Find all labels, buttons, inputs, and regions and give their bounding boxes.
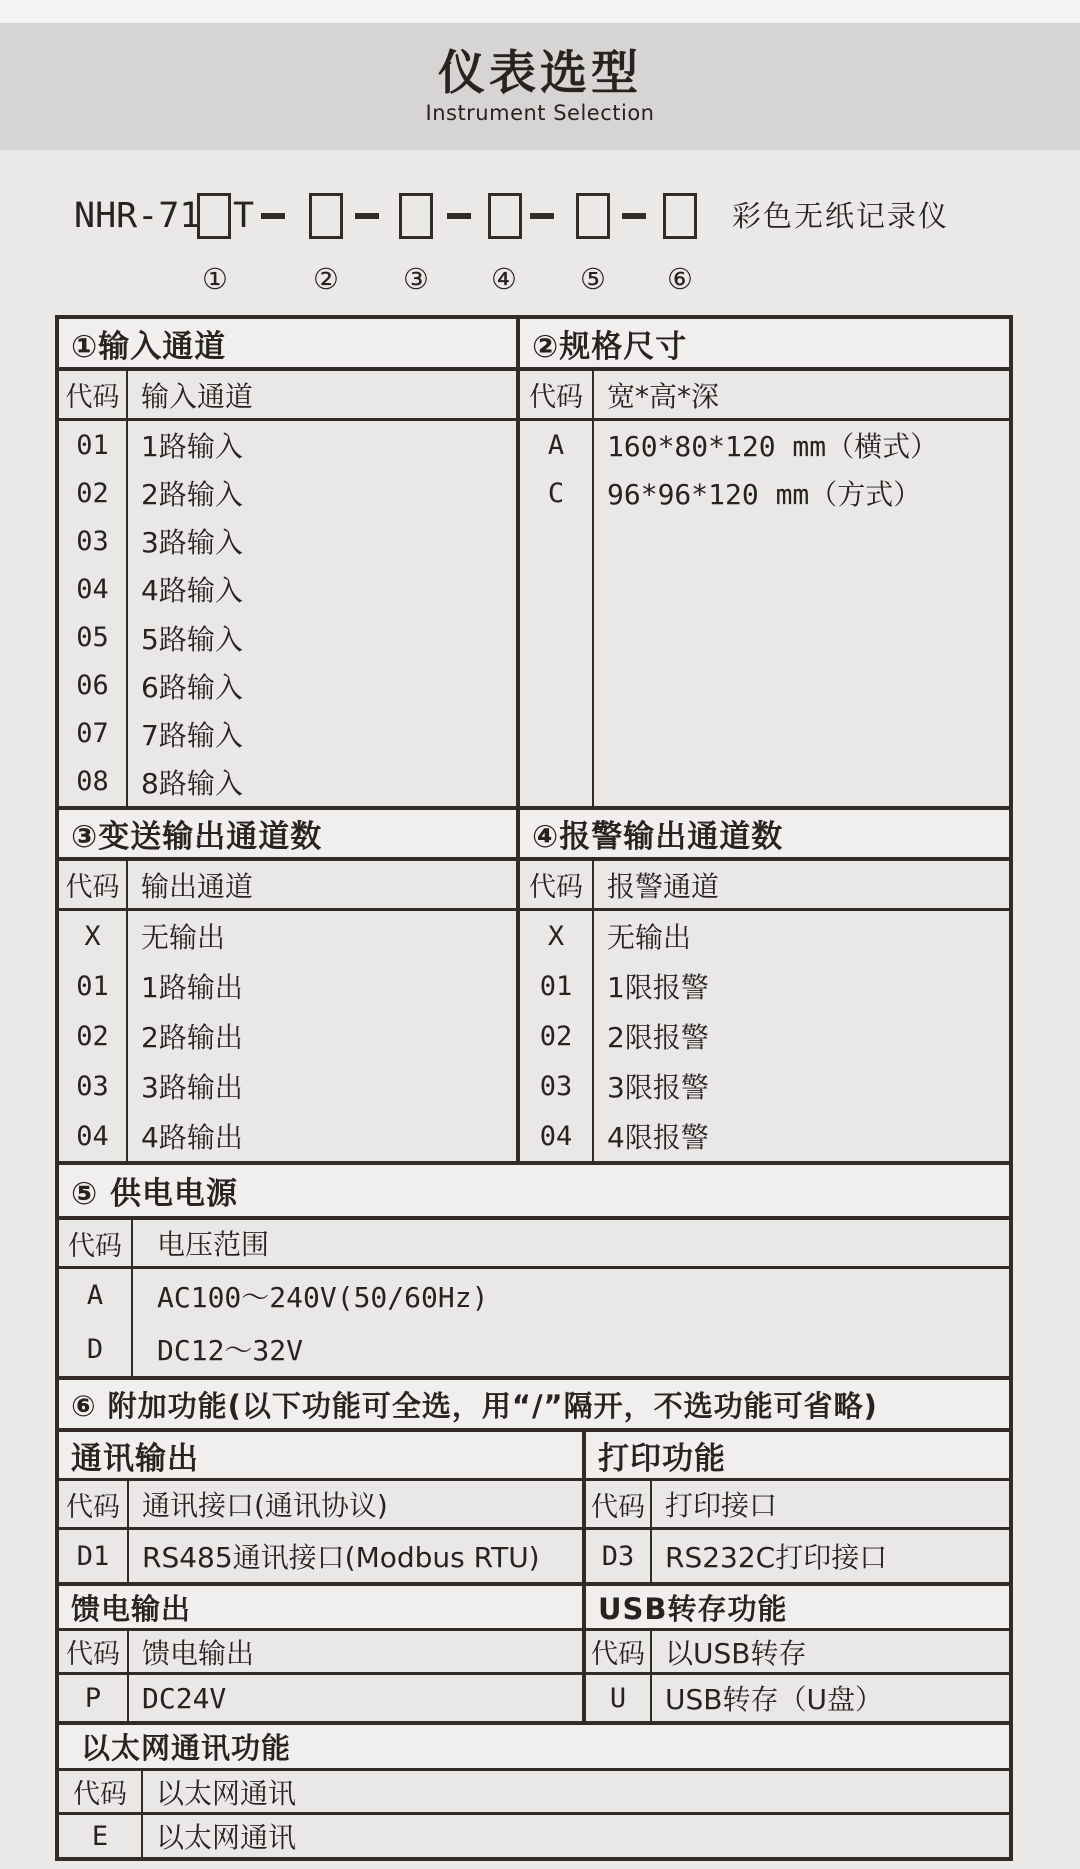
position-label-6: ⑥ (667, 262, 693, 296)
code-header: 代码 (586, 1481, 652, 1527)
value-cell: 5路输入 (141, 622, 243, 656)
value-cell: RS232C打印接口 (665, 1541, 888, 1574)
code-cell: E (59, 1815, 143, 1857)
section-3-4-header-row (59, 810, 1009, 861)
section-5-title: ⑤ 供电电源 (59, 1165, 1009, 1216)
feed-usb-value-row (59, 1675, 1009, 1725)
code-header: 代码 (59, 371, 128, 418)
code-cell: 01 (76, 970, 109, 1002)
value-cell: 无输出 (607, 921, 692, 954)
value-header: 打印接口 (665, 1489, 778, 1522)
value-cell: 1路输入 (141, 430, 243, 464)
code-cell: 03 (539, 1070, 573, 1102)
value-header: 电压范围 (157, 1228, 270, 1261)
code-cell: 01 (76, 429, 109, 461)
value-header: 宽*高*深 (607, 379, 720, 413)
position-label-2: ② (313, 262, 339, 296)
code-column (520, 421, 594, 806)
feed-output-title: 馈电输出 (59, 1586, 582, 1628)
feed-usb-header-row (59, 1586, 1009, 1631)
section-5-body (59, 1269, 1009, 1380)
code-column (59, 1269, 133, 1376)
code-column (520, 911, 594, 1161)
code-cell: 02 (539, 1020, 573, 1052)
value-cell: 96*96*120 mm（方式） (607, 478, 922, 512)
value-header: 报警通道 (607, 869, 720, 903)
value-cell: 6路输入 (141, 670, 243, 704)
value-header: 以太网通讯 (156, 1776, 297, 1810)
page-title: 仪表选型 (438, 46, 642, 102)
code-header: 代码 (520, 861, 594, 908)
section-1-title: ①输入通道 (59, 319, 516, 367)
model-box-6 (663, 193, 697, 239)
code-cell: C (547, 477, 565, 509)
model-dash-2 (355, 213, 379, 219)
page-subtitle: Instrument Selection (425, 100, 655, 125)
value-cell: 7路输入 (141, 718, 243, 752)
code-cell: 04 (76, 573, 109, 605)
value-cell: 3路输入 (141, 526, 243, 560)
code-cell: D3 (586, 1530, 652, 1582)
value-cell: 无输出 (141, 921, 226, 954)
section-3-4-body (59, 911, 1009, 1165)
code-cell: 01 (539, 970, 573, 1002)
comm-print-subheader-row (59, 1481, 1009, 1530)
value-cell: 2路输出 (141, 1021, 243, 1054)
section-1-2-header-row (59, 319, 1009, 371)
value-cell: 1路输出 (141, 971, 243, 1004)
feed-usb-subheader-row (59, 1631, 1009, 1675)
product-name: 彩色无纸记录仪 (732, 199, 950, 233)
value-cell: USB转存（U盘） (665, 1683, 883, 1716)
section-6-title: ⑥ 附加功能(以下功能可全选，用“/”隔开，不选功能可省略) (59, 1380, 1009, 1428)
section-6-header-row (59, 1380, 1009, 1432)
value-cell: 2限报警 (607, 1021, 709, 1054)
value-cell: 3限报警 (607, 1071, 709, 1104)
value-column (133, 1269, 1009, 1376)
value-header: 以USB转存 (665, 1636, 807, 1670)
value-cell: 4限报警 (607, 1121, 709, 1154)
model-dash-5 (622, 213, 646, 219)
value-cell: 4路输出 (141, 1121, 243, 1154)
code-header: 代码 (59, 1481, 129, 1527)
value-header: 输入通道 (141, 379, 254, 413)
code-cell: 06 (76, 670, 109, 702)
code-cell: 04 (539, 1120, 573, 1152)
code-cell: 08 (76, 766, 109, 798)
ethernet-subheader-row (59, 1771, 1009, 1815)
model-suffix-t: T (233, 196, 255, 236)
ethernet-value-row (59, 1815, 1009, 1857)
code-cell: 02 (76, 1020, 109, 1052)
model-prefix: NHR-71 (74, 196, 201, 236)
code-header: 代码 (59, 861, 128, 908)
code-cell: D1 (59, 1530, 129, 1582)
code-header: 代码 (586, 1631, 652, 1672)
value-cell: DC24V (142, 1681, 227, 1715)
position-label-3: ③ (403, 262, 429, 296)
print-function-title: 打印功能 (582, 1432, 1009, 1478)
ethernet-title: 以太网通讯功能 (59, 1725, 1009, 1768)
code-cell: 07 (76, 718, 109, 750)
position-label-1: ① (202, 262, 228, 296)
section-1-2-body (59, 421, 1009, 810)
value-cell: 3路输出 (141, 1071, 243, 1104)
model-box-3 (399, 193, 433, 239)
section-3-title: ③变送输出通道数 (59, 810, 516, 857)
model-box-4 (488, 193, 522, 239)
position-label-5: ⑤ (580, 262, 606, 296)
value-cell: 1限报警 (607, 971, 709, 1004)
model-dash-4 (530, 213, 554, 219)
code-header: 代码 (59, 1771, 143, 1812)
code-cell: 03 (76, 1070, 109, 1102)
code-column (59, 911, 128, 1161)
comm-print-header-row (59, 1432, 1009, 1481)
top-strip (0, 0, 1080, 23)
section-1-2-subheader-row (59, 371, 1009, 421)
model-dash-3 (447, 213, 471, 219)
selection-table (55, 315, 1013, 1861)
section-2-title: ②规格尺寸 (516, 319, 1009, 367)
value-header: 通讯接口(通讯协议) (142, 1489, 388, 1522)
value-header: 馈电输出 (142, 1636, 255, 1670)
code-cell: X (547, 920, 565, 952)
model-box-2 (309, 193, 343, 239)
code-header: 代码 (59, 1631, 129, 1672)
value-cell: 2路输入 (141, 478, 243, 512)
position-label-4: ④ (491, 262, 517, 296)
code-column (59, 421, 128, 806)
comm-output-title: 通讯输出 (59, 1432, 582, 1478)
model-dash-1 (261, 213, 285, 219)
code-header: 代码 (59, 1220, 133, 1266)
section-5-subheader-row (59, 1220, 1009, 1269)
code-header: 代码 (520, 371, 594, 418)
value-header: 输出通道 (141, 869, 254, 903)
model-box-1 (197, 193, 231, 239)
value-column (128, 421, 516, 806)
code-cell: 04 (76, 1120, 109, 1152)
section-4-title: ④报警输出通道数 (516, 810, 1009, 857)
value-cell: DC12～32V (157, 1334, 304, 1368)
value-cell: 160*80*120 mm（横式） (607, 430, 939, 464)
code-cell: P (59, 1675, 129, 1721)
value-cell: AC100～240V(50/60Hz) (157, 1280, 489, 1314)
value-cell: RS485通讯接口(Modbus RTU) (142, 1541, 540, 1574)
code-cell: 03 (76, 525, 109, 557)
code-cell: 05 (76, 622, 109, 654)
code-cell: X (84, 920, 101, 952)
section-5-header-row (59, 1165, 1009, 1220)
ethernet-header-row (59, 1725, 1009, 1771)
model-box-5 (576, 193, 610, 239)
value-column (128, 911, 516, 1161)
value-column (594, 911, 1009, 1161)
usb-function-title: USB转存功能 (582, 1586, 1009, 1628)
comm-print-value-row (59, 1530, 1009, 1586)
title-banner (0, 23, 1080, 150)
value-cell: 以太网通讯 (156, 1821, 297, 1854)
section-3-4-subheader-row (59, 861, 1009, 911)
value-cell: 8路输入 (141, 766, 243, 800)
code-cell: D (86, 1333, 104, 1365)
value-column (594, 421, 1009, 806)
value-cell: 4路输入 (141, 574, 243, 608)
code-cell: A (547, 429, 565, 461)
code-cell: U (586, 1675, 652, 1721)
code-cell: A (86, 1280, 104, 1312)
code-cell: 02 (76, 477, 109, 509)
